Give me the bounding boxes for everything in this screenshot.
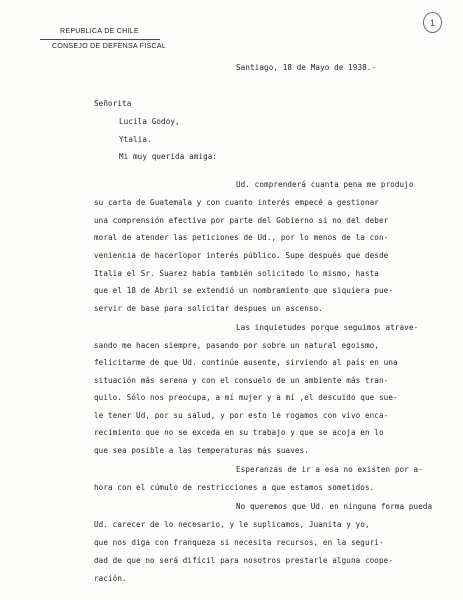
letterhead-rule bbox=[40, 39, 160, 40]
body-line: sando me hacen siempre, pasando por sobre un natural egoismo, bbox=[94, 341, 379, 350]
dateline: Santiago, 18 de Mayo de 1938.- bbox=[236, 63, 377, 72]
body-line: Ud. comprenderá cuanta pena me produjo bbox=[236, 180, 414, 189]
body-line: una comprensión efectiva por parte del Gobierno si no del deber bbox=[94, 216, 389, 225]
recipient-place: Ytalia. bbox=[119, 135, 152, 144]
page-number: 1 bbox=[429, 17, 435, 28]
body-line: recimiento que no se exceda en su trabajo y que se acoja en lo bbox=[94, 428, 384, 437]
body-line: Ud. carecer de lo necesario, y le suplicamos, Juanita y yo, bbox=[94, 520, 370, 529]
body-line: que sea posible a las temperaturas más suaves. bbox=[94, 446, 309, 455]
body-line: su carta de Guatemala y con cuanto interés empecé a gestionar bbox=[94, 198, 379, 207]
body-line: dad de que no será difícil para nosotros prestarle alguna coope- bbox=[94, 556, 393, 565]
body-line: le tener Ud, por su salud, y por esto le rogamos con vivo enca- bbox=[94, 411, 389, 420]
body-line: que nos diga con franqueza si necesita recursos, en la seguri- bbox=[94, 538, 384, 547]
letterhead-country: REPUBLICA DE CHILE bbox=[60, 28, 139, 35]
salutation: Mi muy querida amiga: bbox=[119, 152, 218, 161]
body-line: ración. bbox=[94, 574, 127, 583]
body-line: moral de atender las peticiones de Ud., por lo menos de la con- bbox=[94, 233, 389, 242]
body-line: Las inquietudes porque seguimos atrave- bbox=[236, 323, 419, 332]
letterhead-institution: CONSEJO DE DEFENSA FISCAL bbox=[52, 43, 167, 50]
recipient-name: Lucila Godoy, bbox=[119, 117, 180, 126]
recipient-title: Señorita bbox=[94, 99, 132, 108]
body-line: Esperanzas de ir a esa no existen por a- bbox=[236, 465, 423, 474]
page-number-stamp bbox=[423, 12, 442, 33]
body-line: No queremos que Ud. en ninguna forma pueda bbox=[236, 502, 433, 511]
body-line: situación más serena y con el consuelo de un ambiente más tran- bbox=[94, 376, 389, 385]
body-line: hora con el cúmulo de restricciones a que estamos sometidos. bbox=[94, 483, 375, 492]
body-line: Italia el Sr. Suarez había también solicitado lo mismo, hasta bbox=[94, 269, 379, 278]
body-line: que el 18 de Abril se extendió un nombramiento que siquiera pue- bbox=[94, 286, 393, 295]
body-line: felicitarme de que Ud. continúe ausente, sirviendo al país en una bbox=[94, 358, 398, 367]
body-line: servir de base para solicitar despues un ascenso. bbox=[94, 304, 323, 313]
body-line: quilo. Sólo nos preocupa, a mí mujer y a mí ,el descuido que sue- bbox=[94, 393, 398, 402]
body-line: veniencia de hacerlopor interés público. Supe después que desde bbox=[94, 251, 389, 260]
